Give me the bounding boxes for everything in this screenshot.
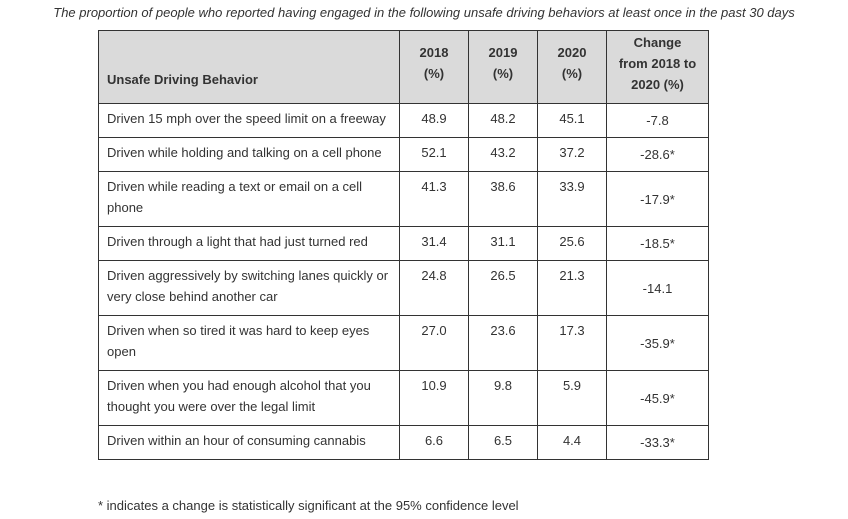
value-2018-cell: 41.3 [400,172,469,227]
value-2020-cell: 21.3 [538,261,607,316]
value-2019-cell: 26.5 [469,261,538,316]
table-caption: The proportion of people who reported having engaged in the following unsafe driving behaviors at least once in the past 30 days [53,5,795,20]
header-change [607,31,709,104]
change-cell: -14.1 [607,261,709,316]
header-2018 [400,31,469,104]
header-2019-unit: (%) [492,66,514,81]
change-cell: -35.9* [607,316,709,371]
behavior-cell: Driven aggressively by switching lanes quickly or very close behind another car [99,261,400,316]
value-2019-cell: 43.2 [469,138,538,172]
value-2020-cell: 33.9 [538,172,607,227]
behavior-cell: Driven within an hour of consuming cannabis [99,426,400,460]
value-2019-cell: 6.5 [469,426,538,460]
change-cell: -33.3* [607,426,709,460]
value-2018-cell: 48.9 [400,104,469,138]
table-row [99,426,709,460]
behavior-cell: Driven 15 mph over the speed limit on a freeway [99,104,400,138]
value-2019-cell: 23.6 [469,316,538,371]
table-row [99,138,709,172]
behavior-cell: Driven through a light that had just turned red [99,227,400,261]
change-cell: -45.9* [607,371,709,426]
behavior-cell: Driven while holding and talking on a cell phone [99,138,400,172]
table-row [99,172,709,227]
header-2020-year: 2020 [557,45,587,60]
value-2019-cell: 38.6 [469,172,538,227]
change-cell: -7.8 [607,104,709,138]
header-row [99,31,709,104]
value-2020-cell: 4.4 [538,426,607,460]
header-change-line-2: from 2018 to [618,56,697,71]
table-header [99,31,709,104]
value-2020-cell: 17.3 [538,316,607,371]
change-cell: -17.9* [607,172,709,227]
value-2019-cell: 48.2 [469,104,538,138]
value-2020-cell: 5.9 [538,371,607,426]
behavior-cell: Driven when so tired it was hard to keep eyes open [99,316,400,371]
table-body [99,104,709,460]
header-2018-year: 2018 [419,45,449,60]
header-2020 [538,31,607,104]
header-2018-unit: (%) [423,66,445,81]
header-behavior: Unsafe Driving Behavior [99,31,400,104]
header-2019-year: 2019 [488,45,518,60]
change-cell: -18.5* [607,227,709,261]
unsafe-driving-table [98,30,709,460]
table-row [99,261,709,316]
value-2018-cell: 31.4 [400,227,469,261]
behavior-cell: Driven while reading a text or email on a cell phone [99,172,400,227]
header-change-line-1: Change [633,35,682,50]
value-2020-cell: 45.1 [538,104,607,138]
value-2018-cell: 52.1 [400,138,469,172]
value-2020-cell: 37.2 [538,138,607,172]
header-change-line-3: 2020 (%) [631,77,684,92]
value-2018-cell: 27.0 [400,316,469,371]
change-cell: -28.6* [607,138,709,172]
header-2020-unit: (%) [561,66,583,81]
value-2018-cell: 6.6 [400,426,469,460]
table-row [99,316,709,371]
value-2018-cell: 10.9 [400,371,469,426]
significance-footnote: * indicates a change is statistically significant at the 95% confidence level [98,498,519,513]
value-2018-cell: 24.8 [400,261,469,316]
value-2019-cell: 9.8 [469,371,538,426]
value-2019-cell: 31.1 [469,227,538,261]
header-2019 [469,31,538,104]
table-row [99,371,709,426]
table-row [99,104,709,138]
table-row [99,227,709,261]
value-2020-cell: 25.6 [538,227,607,261]
behavior-cell: Driven when you had enough alcohol that you thought you were over the legal limit [99,371,400,426]
